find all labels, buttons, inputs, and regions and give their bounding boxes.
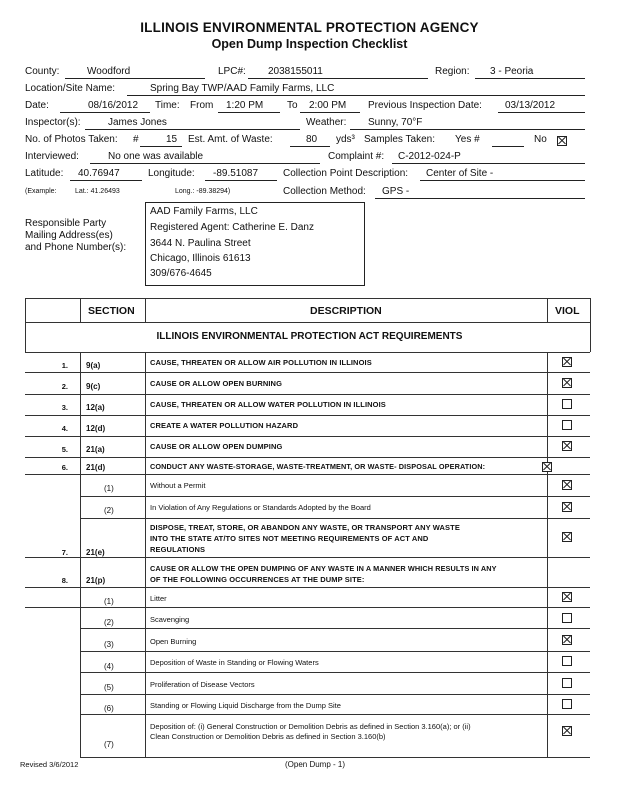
collection-method-field[interactable]: GPS - (382, 186, 410, 197)
viol-checkbox[interactable] (562, 592, 572, 602)
revised-date: Revised 3/6/2012 (20, 760, 79, 769)
col-section-header: SECTION (88, 305, 135, 317)
longitude-field[interactable]: -89.51087 (213, 168, 259, 179)
location-field[interactable]: Spring Bay TWP/AAD Family Farms, LLC (150, 83, 335, 94)
viol-checkbox[interactable] (562, 420, 572, 430)
to-label: To (287, 100, 298, 111)
viol-checkbox[interactable] (562, 726, 572, 736)
viol-checkbox[interactable] (562, 378, 572, 388)
resp-line: AAD Family Farms, LLC (150, 206, 258, 217)
county-label: County: (25, 66, 60, 77)
waste-field[interactable]: 80 (306, 134, 318, 145)
example-lat: Lat.: 41.26493 (75, 188, 120, 195)
longitude-label: Longitude: (148, 168, 195, 179)
page-number: (Open Dump - 1) (285, 760, 346, 769)
samples-no-checkbox[interactable] (557, 136, 567, 146)
mailing-address-label: Mailing Address(es) (25, 230, 113, 241)
collection-point-field[interactable]: Center of Site - (426, 168, 494, 179)
interviewed-label: Interviewed: (25, 151, 79, 162)
viol-checkbox[interactable] (562, 441, 572, 451)
agency-title: ILLINOIS ENVIRONMENTAL PROTECTION AGENCY (140, 20, 479, 35)
interviewed-field[interactable]: No one was available (108, 151, 204, 162)
time-label: Time: (155, 100, 180, 111)
samples-no-label: No (534, 134, 547, 145)
lpc-label: LPC#: (218, 66, 246, 77)
date-label: Date: (25, 100, 49, 111)
region-label: Region: (435, 66, 470, 77)
resp-line: Chicago, Illinois 61613 (150, 253, 251, 264)
inspector-label: Inspector(s): (25, 117, 81, 128)
viol-checkbox[interactable] (562, 613, 572, 623)
group-title: ILLINOIS ENVIRONMENTAL PROTECTION ACT REQUIREMENTS (156, 331, 463, 342)
region-field[interactable]: 3 - Peoria (490, 66, 534, 77)
resp-line: 309/676-4645 (150, 268, 212, 279)
collection-method-label: Collection Method: (283, 186, 366, 197)
from-label: From (190, 100, 214, 111)
collection-point-label: Collection Point Description: (283, 168, 409, 179)
latitude-field[interactable]: 40.76947 (78, 168, 120, 179)
form-title: Open Dump Inspection Checklist (211, 37, 408, 51)
complaint-field[interactable]: C-2012-024-P (398, 151, 461, 162)
samples-label: Samples Taken: (364, 134, 435, 145)
viol-checkbox[interactable] (562, 502, 572, 512)
county-field[interactable]: Woodford (87, 66, 131, 77)
viol-checkbox[interactable] (562, 532, 572, 542)
prev-inspection-field[interactable]: 03/13/2012 (505, 100, 556, 111)
photos-field[interactable]: 15 (166, 134, 178, 145)
col-viol-header: VIOL (555, 305, 580, 317)
weather-label: Weather: (306, 117, 347, 128)
samples-yes-label: Yes # (455, 134, 480, 145)
prev-inspection-label: Previous Inspection Date: (368, 100, 482, 111)
inspector-field[interactable]: James Jones (108, 117, 167, 128)
location-label: Location/Site Name: (25, 83, 116, 94)
photos-hash: # (133, 134, 139, 145)
viol-checkbox[interactable] (562, 699, 572, 709)
lpc-field[interactable]: 2038155011 (268, 66, 323, 77)
resp-line: 3644 N. Paulina Street (150, 238, 251, 249)
waste-unit: yds³ (336, 134, 355, 145)
viol-checkbox[interactable] (562, 635, 572, 645)
viol-checkbox[interactable] (562, 480, 572, 490)
viol-checkbox[interactable] (562, 357, 572, 367)
example-long: Long.: -89.38294) (175, 188, 231, 195)
phone-number-label: and Phone Number(s): (25, 242, 127, 253)
weather-field[interactable]: Sunny, 70°F (368, 117, 423, 128)
photos-label: No. of Photos Taken: (25, 134, 118, 145)
viol-checkbox[interactable] (542, 462, 552, 472)
complaint-label: Complaint #: (328, 151, 385, 162)
to-field[interactable]: 2:00 PM (309, 100, 347, 111)
latitude-label: Latitude: (25, 168, 64, 179)
col-description-header: DESCRIPTION (310, 305, 382, 317)
from-field[interactable]: 1:20 PM (226, 100, 264, 111)
example-label: (Example: (25, 188, 57, 195)
viol-checkbox[interactable] (562, 678, 572, 688)
date-field[interactable]: 08/16/2012 (88, 100, 139, 111)
resp-line: Registered Agent: Catherine E. Danz (150, 222, 314, 233)
viol-checkbox[interactable] (562, 656, 572, 666)
waste-label: Est. Amt. of Waste: (188, 134, 273, 145)
responsible-party-label: Responsible Party (25, 218, 107, 229)
viol-checkbox[interactable] (562, 399, 572, 409)
